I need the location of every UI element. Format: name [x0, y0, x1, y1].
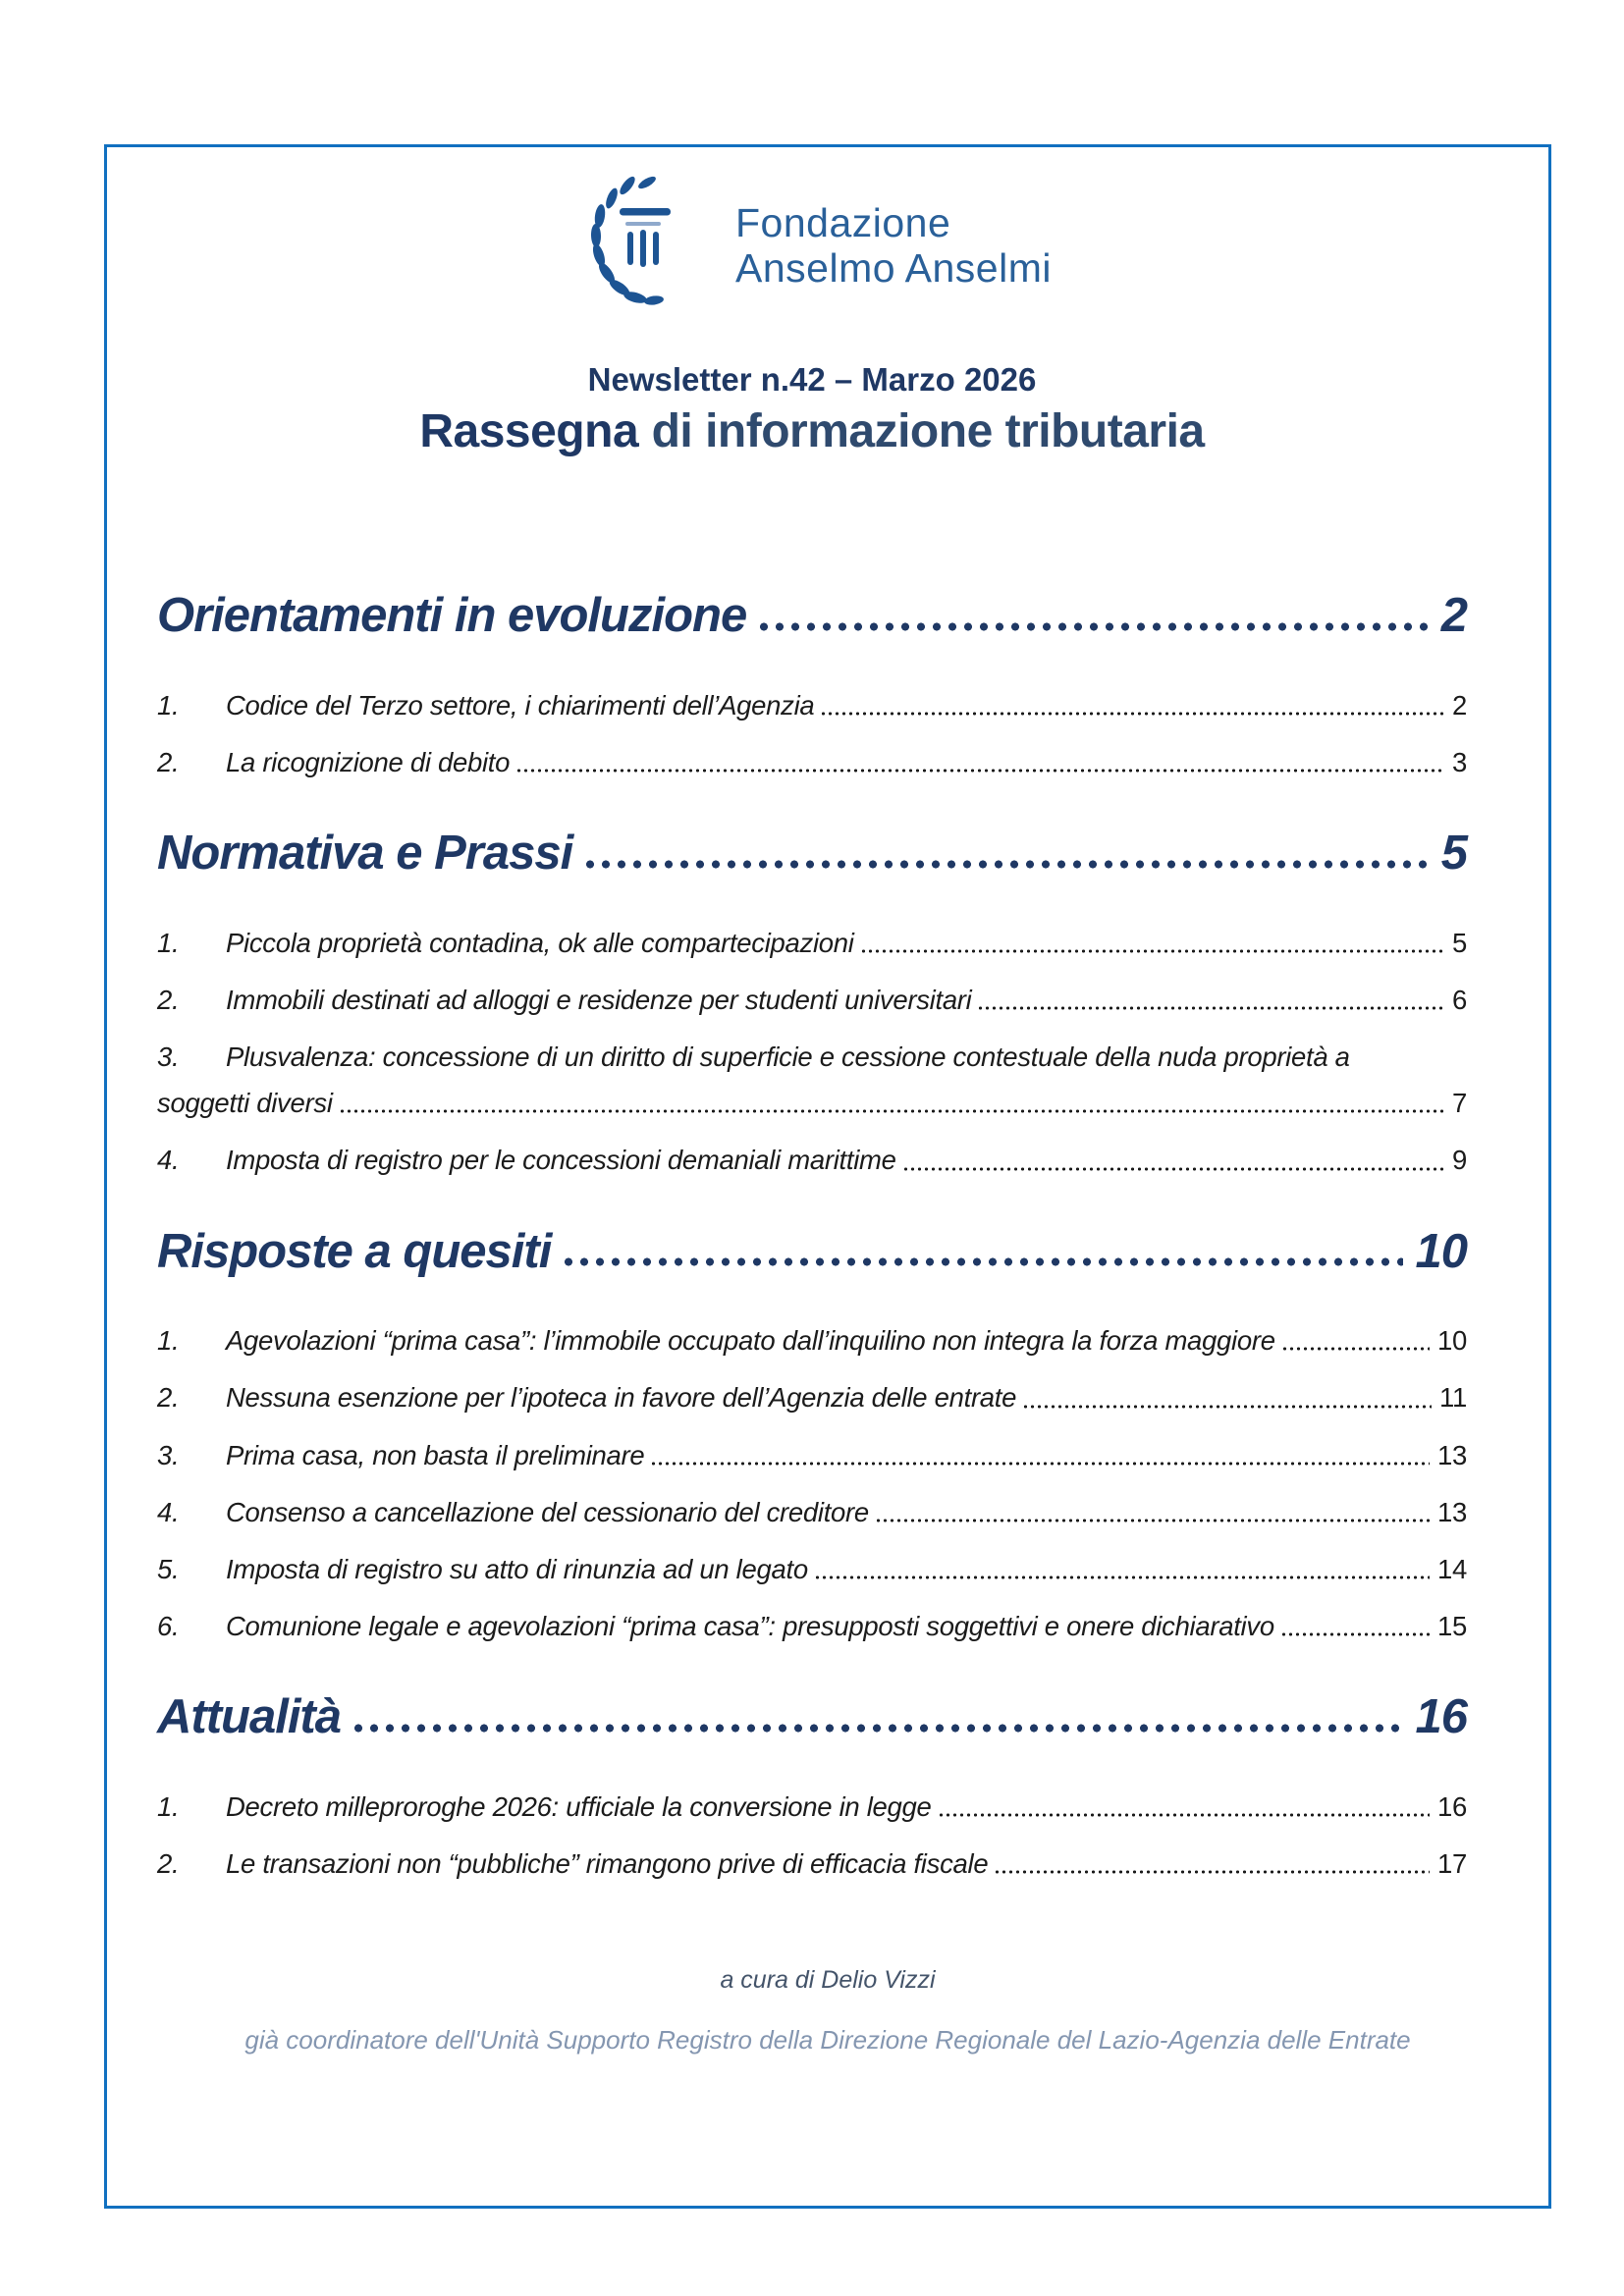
toc-item[interactable]	[157, 687, 1467, 723]
foundation-name	[735, 201, 1052, 292]
toc-dotted-leader	[875, 1519, 1430, 1522]
toc-item-title: Le transazioni non “pubbliche” rimangono prive di efficacia fiscale	[226, 1848, 989, 1880]
page-content	[157, 147, 1467, 1882]
toc-item-number: 5.	[157, 1553, 180, 1584]
document-title	[157, 404, 1467, 458]
toc-section-page: 10	[1415, 1224, 1467, 1278]
toc-item[interactable]	[157, 1494, 1467, 1530]
toc-item[interactable]	[157, 982, 1467, 1018]
toc-dotted-leader	[1022, 1405, 1432, 1409]
toc-dotted-leader	[561, 1257, 1403, 1266]
toc-item-page: 15	[1437, 1610, 1467, 1641]
toc-dotted-leader	[994, 1870, 1430, 1874]
toc-section-title: Normativa e Prassi	[157, 827, 573, 881]
toc-item-title: Consenso a cancellazione del cessionario del creditore	[226, 1496, 869, 1527]
toc-item-page: 13	[1437, 1439, 1467, 1470]
toc-item-title: Agevolazioni “prima casa”: l’immobile occupato dall’inquilino non integra la forza maggiore	[226, 1325, 1275, 1357]
page-border	[104, 144, 1551, 2209]
toc-dotted-leader	[582, 860, 1429, 869]
toc-item-number: 3.	[157, 1041, 180, 1073]
toc-section-title: Attualità	[157, 1690, 341, 1744]
foundation-logo	[157, 173, 1467, 320]
toc-item[interactable]	[157, 1437, 1467, 1473]
laurel-column-icon	[572, 173, 708, 320]
toc-dotted-leader	[650, 1462, 1430, 1466]
toc-item-number: 4.	[157, 1145, 180, 1176]
toc-dotted-leader	[814, 1575, 1430, 1579]
toc-dotted-leader	[1281, 1347, 1430, 1351]
toc-dotted-leader	[860, 949, 1444, 953]
toc-dotted-leader	[820, 712, 1444, 716]
toc-item-title: Prima casa, non basta il preliminare	[226, 1439, 645, 1470]
toc-item[interactable]	[157, 925, 1467, 961]
toc-dotted-leader	[515, 769, 1444, 773]
toc-item-number: 1.	[157, 1325, 180, 1357]
toc-item-number: 6.	[157, 1610, 180, 1641]
toc-item-title: Nessuna esenzione per l’ipoteca in favore dell’Agenzia delle entrate	[226, 1382, 1017, 1414]
toc-item-page: 11	[1439, 1382, 1467, 1414]
toc-item-page: 6	[1452, 985, 1467, 1016]
toc-dotted-leader	[351, 1724, 1403, 1733]
toc-item-number: 2.	[157, 1382, 180, 1414]
toc-item-page: 17	[1437, 1848, 1467, 1880]
toc-dotted-leader	[938, 1813, 1430, 1817]
toc-section	[157, 826, 1467, 1178]
toc-item-title: Codice del Terzo settore, i chiarimenti dell’Agenzia	[226, 689, 815, 721]
toc-item-number: 1.	[157, 1790, 180, 1822]
toc-section-heading[interactable]	[157, 588, 1467, 644]
toc-dotted-leader	[902, 1167, 1444, 1171]
toc-section	[157, 1224, 1467, 1645]
toc-item-title: Piccola proprietà contadina, ok alle compartecipazioni	[226, 927, 854, 958]
toc-item-page: 9	[1452, 1145, 1467, 1176]
toc-item-page: 14	[1437, 1553, 1467, 1584]
toc-item-number: 1.	[157, 689, 180, 721]
toc-item-page: 7	[1452, 1088, 1467, 1119]
toc-item-title: Immobili destinati ad alloggi e residenze per studenti universitari	[226, 985, 972, 1016]
toc-item[interactable]	[157, 744, 1467, 780]
toc-dotted-leader	[977, 1006, 1444, 1010]
toc-item[interactable]	[157, 1322, 1467, 1359]
toc-dotted-leader	[339, 1109, 1444, 1113]
toc-dotted-leader	[1280, 1632, 1430, 1636]
toc-dotted-leader	[756, 622, 1430, 631]
toc-section-heading[interactable]	[157, 826, 1467, 881]
document-title-rest: di informazione tributaria	[651, 405, 1205, 457]
document-footer	[107, 1966, 1548, 2056]
toc-item[interactable]	[157, 1379, 1467, 1415]
toc-item-number: 4.	[157, 1496, 180, 1527]
toc-section-title: Orientamenti in evoluzione	[157, 589, 747, 642]
toc-item-number: 3.	[157, 1439, 180, 1470]
toc-item-title: Imposta di registro per le concessioni demaniali marittime	[226, 1145, 896, 1176]
toc-item-number: 2.	[157, 746, 180, 777]
document-title-accent: Rassegna	[419, 405, 639, 457]
toc-section-heading[interactable]	[157, 1689, 1467, 1745]
toc-item-page: 10	[1437, 1325, 1467, 1357]
toc-item-number: 2.	[157, 1848, 180, 1880]
toc-item[interactable]	[157, 1789, 1467, 1825]
toc-section-page: 5	[1440, 827, 1467, 881]
toc-item[interactable]	[157, 1039, 1467, 1075]
toc-section	[157, 1689, 1467, 1882]
toc-item-title: La ricognizione di debito	[226, 746, 511, 777]
toc-item-title: Decreto milleproroghe 2026: ufficiale la conversione in legge	[226, 1790, 932, 1822]
toc-section	[157, 588, 1467, 780]
toc-item-continuation[interactable]	[157, 1085, 1467, 1121]
toc-section-page: 16	[1415, 1690, 1467, 1744]
toc-item-page: 5	[1452, 927, 1467, 958]
toc-item-page: 3	[1452, 746, 1467, 777]
toc-item-number: 2.	[157, 985, 180, 1016]
toc-item-page: 16	[1437, 1790, 1467, 1822]
footer-role: già coordinatore dell'Unità Supporto Registro della Direzione Regionale del Lazio-Agenzia delle Entrate	[244, 2025, 1411, 2055]
toc-item-page: 13	[1437, 1496, 1467, 1527]
foundation-name-line2: Anselmo Anselmi	[735, 245, 1052, 291]
toc-item-title: Comunione legale e agevolazioni “prima casa”: presupposti soggettivi e onere dichiarativo	[226, 1610, 1274, 1641]
toc-section-title: Risposte a quesiti	[157, 1224, 552, 1278]
toc-item[interactable]	[157, 1608, 1467, 1644]
toc-item-title: Imposta di registro su atto di rinunzia ad un legato	[226, 1553, 808, 1584]
toc-item-number: 1.	[157, 927, 180, 958]
toc-section-heading[interactable]	[157, 1224, 1467, 1280]
toc-item-title: Plusvalenza: concessione di un diritto di superficie e cessione contestuale della nuda proprietà a	[226, 1041, 1350, 1073]
toc-section-page: 2	[1440, 589, 1467, 642]
footer-author: a cura di Delio Vizzi	[720, 1966, 936, 1994]
toc-item[interactable]	[157, 1142, 1467, 1178]
toc-item-page: 2	[1452, 689, 1467, 721]
table-of-contents	[157, 588, 1467, 1882]
newsletter-issue-line: Newsletter n.42 – Marzo 2026	[587, 361, 1037, 398]
foundation-name-line1: Fondazione	[735, 200, 951, 246]
toc-item-title: soggetti diversi	[157, 1088, 333, 1119]
toc-item[interactable]	[157, 1845, 1467, 1882]
toc-item[interactable]	[157, 1551, 1467, 1587]
